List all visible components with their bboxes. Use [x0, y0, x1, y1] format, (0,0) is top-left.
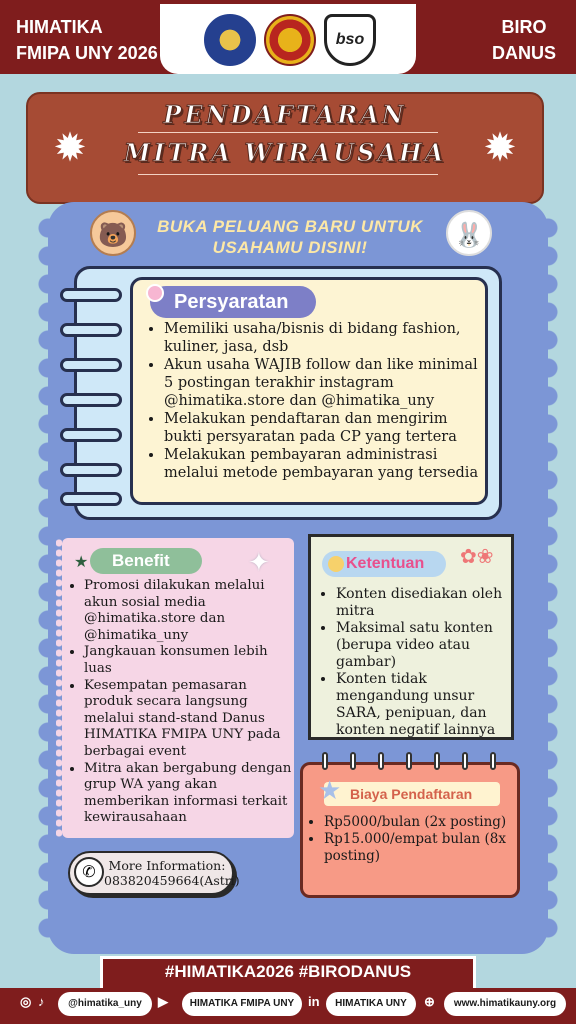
logo-strip: [160, 4, 416, 74]
list-item: • Konten tidak mengandung unsur SARA, penipuan, dan konten negatif lainnya: [336, 671, 510, 739]
phone-icon: ✆: [74, 857, 104, 887]
ring-icon: [60, 393, 122, 407]
hashtags: #HIMATIKA2026 #BIRODANUS: [164, 962, 412, 981]
list-item: • Maksimal satu konten (berupa video atau gambar): [336, 620, 510, 671]
star-icon: ★: [318, 776, 342, 806]
sparkle-burst-icon: ✹: [53, 125, 87, 171]
star-icon: ★: [74, 552, 89, 571]
sparkle-icon: ✦: [248, 548, 270, 578]
ring-icon: [378, 752, 384, 770]
globe-icon: ⊕: [424, 994, 435, 1009]
list-item: • Memiliki usaha/bisnis di bidang fashion, kuliner, jasa, dsb: [164, 320, 486, 356]
instagram-icon: ◎: [20, 994, 32, 1009]
list-item: • Rp5000/bulan (2x posting): [324, 814, 516, 831]
linkedin-link[interactable]: HIMATIKA UNY: [326, 992, 416, 1016]
linkedin-icon: in: [308, 994, 320, 1009]
list-item: • Akun usaha WAJIB follow dan like minimal 5 postingan terakhir instagram @himatika.store dan @himatika_uny: [164, 356, 486, 410]
persyaratan-heading: Persyaratan: [150, 286, 316, 318]
flower-icon: [146, 284, 164, 302]
list-item: • Melakukan pendaftaran dan mengirim bukti persyaratan pada CP yang tertera: [164, 410, 486, 446]
ring-icon: [60, 288, 122, 302]
tagline: BUKA PELUANG BARU UNTUK USAHAMU DISINI!: [157, 217, 423, 257]
benefit-heading: Benefit: [90, 548, 202, 574]
persyaratan-list: [146, 320, 486, 482]
bunny-mascot-icon: 🐰: [446, 210, 492, 256]
ring-icon: [462, 752, 468, 770]
ketentuan-heading: Ketentuan: [322, 551, 446, 577]
benefit-list: [66, 578, 294, 827]
list-item: • Konten disediakan oleh mitra: [336, 586, 510, 620]
contact-info-text: More Information: 083820459664(Astri): [104, 858, 240, 888]
list-item: • Jangkauan konsumen lebih luas: [84, 644, 294, 677]
biaya-heading: Biaya Pendaftaran: [324, 782, 500, 806]
website-link[interactable]: www.himatikauny.org: [444, 992, 566, 1016]
org-name: HIMATIKA FMIPA UNY 2026: [16, 17, 158, 63]
title-divider: [138, 174, 438, 175]
list-item: • Rp15.000/empat bulan (8x posting): [324, 831, 516, 865]
panel-scallop-edge: [538, 214, 558, 944]
uny-logo-icon: [204, 14, 256, 66]
tiktok-icon: ♪: [38, 994, 45, 1009]
sparkle-burst-icon: ✹: [483, 125, 517, 171]
biro-name: BIRO DANUS: [491, 17, 556, 63]
smiley-icon: [328, 556, 344, 572]
ketentuan-list: [318, 586, 510, 739]
ring-icon: [60, 492, 122, 506]
panel-scallop-edge: [38, 214, 58, 944]
list-item: • Kesempatan pemasaran produk secara langsung melalui stand-stand Danus HIMATIKA FMIPA UNY pada berbagai event: [84, 678, 294, 761]
flowers-icon: ✿❀: [460, 544, 494, 568]
youtube-icon: ▶: [158, 994, 168, 1009]
title-banner: [26, 92, 544, 204]
list-item: • Melakukan pembayaran administrasi melalui metode pembayaran yang tersedia: [164, 446, 486, 482]
ring-icon: [434, 752, 440, 770]
biaya-list: [306, 814, 516, 865]
youtube-link[interactable]: HIMATIKA FMIPA UNY: [182, 992, 302, 1016]
ring-icon: [60, 358, 122, 372]
title-line-1: PENDAFTARAN: [163, 100, 407, 129]
bso-logo-icon: bso: [324, 14, 376, 66]
ring-icon: [350, 752, 356, 770]
list-item: • Mitra akan bergabung dengan grup WA yang akan memberikan informasi terkait kewirausahaan: [84, 761, 294, 827]
ring-icon: [490, 752, 496, 770]
ring-icon: [60, 428, 122, 442]
ring-icon: [60, 463, 122, 477]
instagram-link[interactable]: @himatika_uny: [58, 992, 152, 1016]
title-line-2: MITRA WIRAUSAHA: [123, 138, 447, 167]
bear-mascot-icon: 🐻: [90, 210, 136, 256]
list-item: • Promosi dilakukan melalui akun sosial media @himatika.store dan @himatika_uny: [84, 578, 294, 644]
himatika-logo-icon: [264, 14, 316, 66]
ring-icon: [322, 752, 328, 770]
title-divider: [138, 132, 438, 133]
ring-icon: [60, 323, 122, 337]
ring-icon: [406, 752, 412, 770]
